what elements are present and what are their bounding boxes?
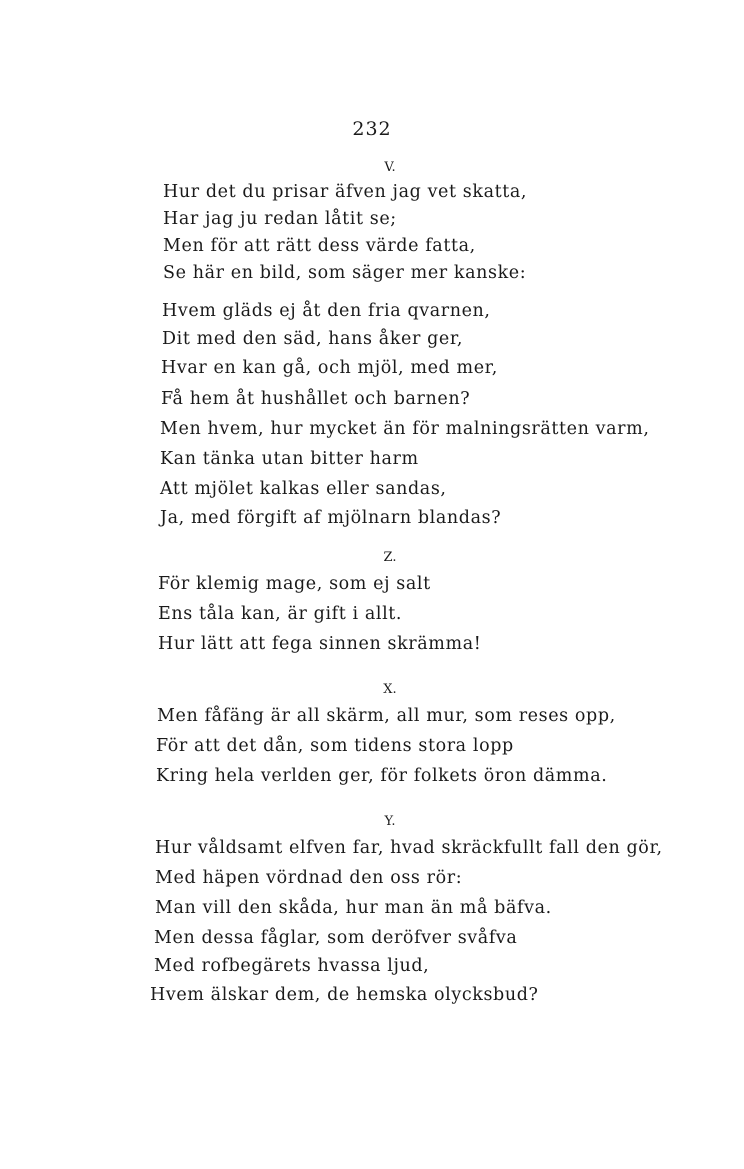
verse-line: Kan tänka utan bitter harm	[160, 449, 419, 469]
verse-line: Ja, med förgift af mjölnarn blandas?	[160, 508, 502, 528]
verse-line: Man vill den skåda, hur man än må bäfva.	[155, 898, 552, 918]
verse-line: Men fåfäng är all skärm, all mur, som reses opp,	[157, 706, 616, 726]
verse-line: Kring hela verlden ger, för folkets öron dämma.	[156, 766, 608, 786]
verse-line: Ens tåla kan, är gift i allt.	[158, 604, 403, 624]
verse-line: Men hvem, hur mycket än för malningsrätten varm,	[160, 419, 650, 439]
section-mark-y: Y.	[384, 814, 396, 829]
verse-line: Hvar en kan gå, och mjöl, med mer,	[161, 358, 498, 378]
verse-line: För klemig mage, som ej salt	[158, 574, 431, 594]
verse-line: Hvem gläds ej åt den fria qvarnen,	[162, 301, 491, 321]
verse-line: Dit med den säd, hans åker ger,	[162, 329, 464, 349]
verse-line: Men dessa fåglar, som deröfver svåfva	[154, 928, 518, 948]
verse-line: Med rofbegärets hvassa ljud,	[154, 956, 430, 976]
verse-line: Att mjölet kalkas eller sandas,	[160, 479, 447, 499]
verse-line: Se här en bild, som säger mer kanske:	[163, 263, 527, 283]
verse-line: Hvem älskar dem, de hemska olycksbud?	[150, 985, 539, 1005]
page-number: 232	[352, 118, 392, 140]
verse-line: Hur det du prisar äfven jag vet skatta,	[163, 182, 528, 202]
verse-line: Få hem åt hushållet och barnen?	[161, 389, 471, 409]
verse-line: Hur våldsamt elfven far, hvad skräckfullt fall den gör,	[155, 838, 663, 858]
verse-line: Hur lätt att fega sinnen skrämma!	[158, 634, 482, 654]
verse-line: Men för att rätt dess värde fatta,	[163, 236, 476, 256]
verse-line: Har jag ju redan låtit se;	[163, 209, 397, 229]
section-mark-v: V.	[384, 160, 396, 175]
section-mark-x: X.	[383, 682, 397, 697]
verse-line: Med häpen vördnad den oss rör:	[155, 868, 463, 888]
section-mark-z: Z.	[383, 550, 397, 565]
verse-line: För att det dån, som tidens stora lopp	[156, 736, 514, 756]
